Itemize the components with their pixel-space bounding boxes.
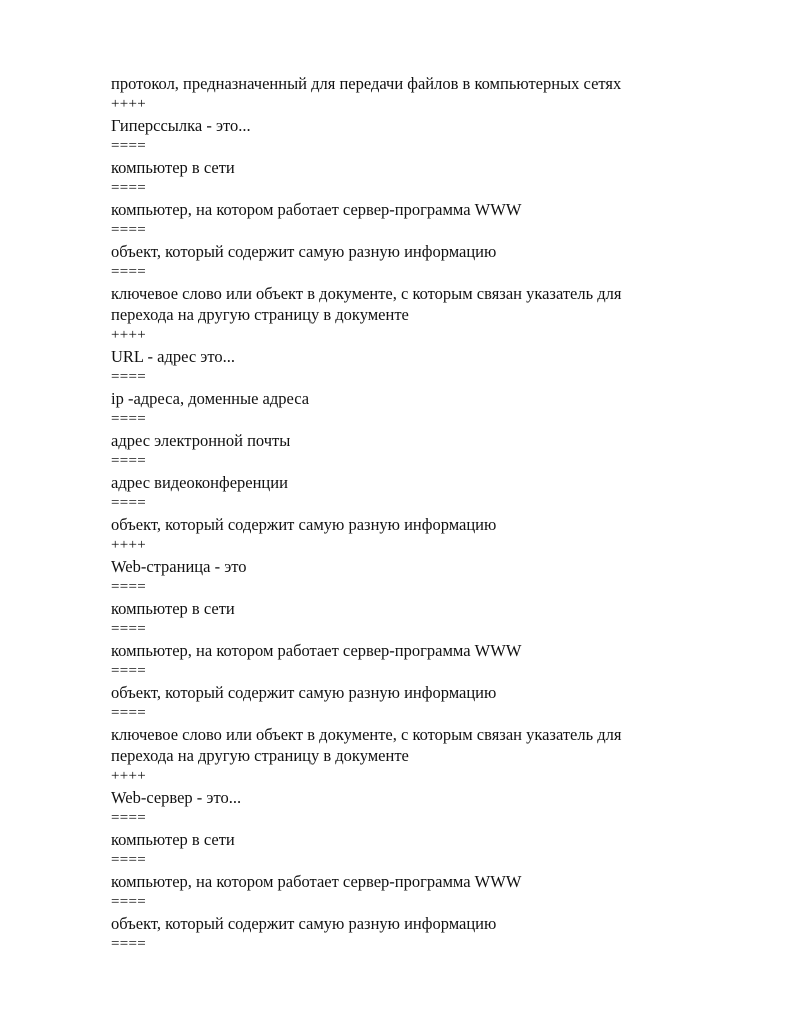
text-line: ключевое слово или объект в документе, с которым связан указатель для [111, 284, 622, 303]
text-line: перехода на другую страницу в документе [111, 746, 409, 765]
text-line: URL - адрес это... [111, 347, 235, 366]
text-line: объект, который содержит самую разную информацию [111, 242, 497, 261]
separator-line: ==== [111, 411, 147, 427]
separator-line: ==== [111, 495, 147, 511]
separator-line: ==== [111, 264, 147, 280]
separator-line: ==== [111, 180, 147, 196]
text-line: Гиперссылка - это... [111, 116, 251, 135]
text-line: протокол, предназначенный для передачи файлов в компьютерных сетях [111, 74, 622, 93]
text-line: Web-сервер - это... [111, 788, 242, 807]
text-line: компьютер, на котором работает сервер-программа WWW [111, 200, 522, 219]
separator-line: ==== [111, 453, 147, 469]
separator-line: ++++ [111, 768, 147, 784]
separator-line: ++++ [111, 537, 147, 553]
separator-line: ==== [111, 810, 147, 826]
separator-line: ==== [111, 621, 147, 637]
text-line: ключевое слово или объект в документе, с которым связан указатель для [111, 725, 622, 744]
text-line: ip -адреса, доменные адреса [111, 389, 310, 408]
text-line: объект, который содержит самую разную информацию [111, 515, 497, 534]
text-line: адрес видеоконференции [111, 473, 288, 492]
text-line: компьютер, на котором работает сервер-программа WWW [111, 872, 522, 891]
separator-line: ==== [111, 369, 147, 385]
text-line: адрес электронной почты [111, 431, 291, 450]
separator-line: ==== [111, 852, 147, 868]
text-line: компьютер в сети [111, 599, 235, 618]
text-line: компьютер в сети [111, 158, 235, 177]
separator-line: ==== [111, 579, 147, 595]
separator-line: ==== [111, 138, 147, 154]
text-line: объект, который содержит самую разную информацию [111, 914, 497, 933]
separator-line: ++++ [111, 327, 147, 343]
separator-line: ==== [111, 663, 147, 679]
text-line: объект, который содержит самую разную информацию [111, 683, 497, 702]
document-page [111, 73, 731, 955]
document-body [111, 73, 731, 955]
separator-line: ==== [111, 894, 147, 910]
text-line: Web-страница - это [111, 557, 247, 576]
separator-line: ++++ [111, 96, 147, 112]
text-line: компьютер в сети [111, 830, 235, 849]
separator-line: ==== [111, 936, 147, 952]
separator-line: ==== [111, 222, 147, 238]
separator-line: ==== [111, 705, 147, 721]
text-line: компьютер, на котором работает сервер-программа WWW [111, 641, 522, 660]
text-line: перехода на другую страницу в документе [111, 305, 409, 324]
